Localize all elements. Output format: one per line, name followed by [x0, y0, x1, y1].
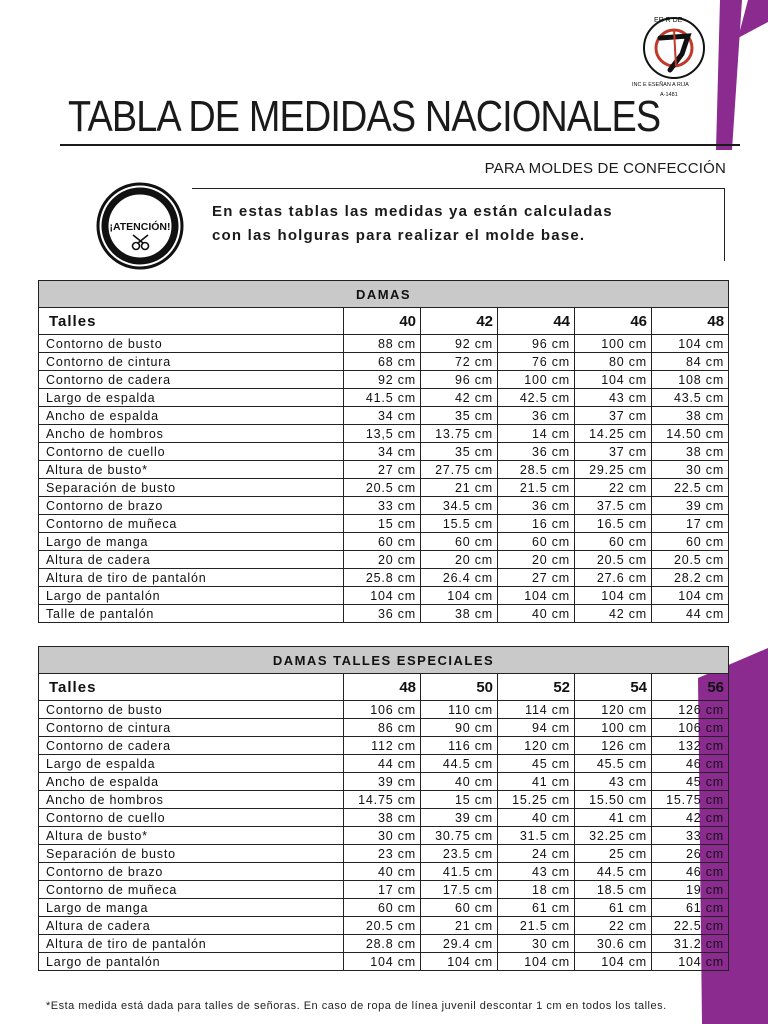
measurements-table-talles-especiales [38, 646, 729, 971]
measurement-value: 100 cm [498, 371, 575, 389]
measurement-label: Contorno de busto [39, 701, 344, 719]
measurement-value: 42 cm [652, 809, 729, 827]
attention-badge [90, 180, 196, 272]
table-row [39, 953, 729, 971]
measurement-value: 35 cm [421, 443, 498, 461]
measurement-value: 41.5 cm [344, 389, 421, 407]
measurement-label: Contorno de muñeca [39, 515, 344, 533]
table-section-header-row [39, 281, 729, 308]
size-header-label: Talles [39, 308, 344, 335]
measurement-value: 126 cm [575, 737, 652, 755]
measurement-value: 29.4 cm [421, 935, 498, 953]
measurement-value: 29.25 cm [575, 461, 652, 479]
measurement-value: 106 cm [344, 701, 421, 719]
logo-top-text: ER R DE [654, 17, 683, 24]
table-row [39, 605, 729, 623]
measurement-value: 106 cm [652, 719, 729, 737]
measurement-value: 43.5 cm [652, 389, 729, 407]
measurement-value: 108 cm [652, 371, 729, 389]
table-row [39, 461, 729, 479]
size-header-cell: 54 [575, 674, 652, 701]
measurement-value: 104 cm [652, 587, 729, 605]
measurement-value: 104 cm [498, 587, 575, 605]
measurement-value: 32.25 cm [575, 827, 652, 845]
measurement-value: 38 cm [652, 443, 729, 461]
measurement-value: 45 cm [498, 755, 575, 773]
measurement-label: Contorno de cadera [39, 371, 344, 389]
measurement-value: 114 cm [498, 701, 575, 719]
measurement-value: 30 cm [498, 935, 575, 953]
table-row [39, 371, 729, 389]
measurement-value: 44.5 cm [575, 863, 652, 881]
measurement-label: Ancho de espalda [39, 407, 344, 425]
measurement-label: Contorno de cuello [39, 443, 344, 461]
measurement-value: 15 cm [421, 791, 498, 809]
measurement-value: 20.5 cm [652, 551, 729, 569]
table-row [39, 569, 729, 587]
measurement-value: 27.6 cm [575, 569, 652, 587]
measurement-value: 34 cm [344, 443, 421, 461]
measurement-value: 22 cm [575, 917, 652, 935]
measurements-table-damas [38, 280, 729, 623]
measurement-value: 104 cm [421, 953, 498, 971]
measurement-value: 15.50 cm [575, 791, 652, 809]
measurement-value: 14.50 cm [652, 425, 729, 443]
measurement-value: 110 cm [421, 701, 498, 719]
table-section-title: DAMAS [39, 281, 729, 308]
measurement-value: 90 cm [421, 719, 498, 737]
measurement-value: 84 cm [652, 353, 729, 371]
measurement-value: 30 cm [652, 461, 729, 479]
measurement-value: 104 cm [575, 371, 652, 389]
measurement-value: 96 cm [498, 335, 575, 353]
table-row [39, 335, 729, 353]
measurement-value: 42 cm [421, 389, 498, 407]
measurement-label: Largo de manga [39, 899, 344, 917]
measurement-value: 17 cm [652, 515, 729, 533]
measurement-value: 37 cm [575, 443, 652, 461]
measurement-value: 96 cm [421, 371, 498, 389]
measurement-value: 28.2 cm [652, 569, 729, 587]
table-row [39, 845, 729, 863]
measurement-value: 35 cm [421, 407, 498, 425]
measurement-value: 43 cm [498, 863, 575, 881]
measurement-value: 15.75 cm [652, 791, 729, 809]
table-row [39, 551, 729, 569]
measurement-value: 46 cm [652, 863, 729, 881]
measurement-value: 104 cm [498, 953, 575, 971]
measurement-value: 23 cm [344, 845, 421, 863]
measurement-value: 36 cm [498, 497, 575, 515]
measurement-label: Largo de pantalón [39, 587, 344, 605]
measurement-value: 36 cm [344, 605, 421, 623]
measurement-value: 61 cm [575, 899, 652, 917]
measurement-label: Altura de busto* [39, 461, 344, 479]
measurement-label: Contorno de brazo [39, 497, 344, 515]
measurement-value: 37 cm [575, 407, 652, 425]
measurement-value: 41 cm [498, 773, 575, 791]
measurement-value: 31.5 cm [498, 827, 575, 845]
measurement-value: 44 cm [652, 605, 729, 623]
measurement-value: 104 cm [421, 587, 498, 605]
measurement-value: 94 cm [498, 719, 575, 737]
measurement-value: 61 cm [498, 899, 575, 917]
measurement-value: 45.5 cm [575, 755, 652, 773]
measurement-value: 39 cm [344, 773, 421, 791]
measurement-label: Altura de tiro de pantalón [39, 569, 344, 587]
table-row [39, 755, 729, 773]
measurement-value: 13.75 cm [421, 425, 498, 443]
measurement-value: 132 cm [652, 737, 729, 755]
size-header-cell: 42 [421, 308, 498, 335]
measurement-label: Contorno de busto [39, 335, 344, 353]
measurement-value: 104 cm [575, 953, 652, 971]
table-row [39, 533, 729, 551]
measurement-value: 100 cm [575, 335, 652, 353]
measurement-value: 18.5 cm [575, 881, 652, 899]
measurement-value: 41.5 cm [421, 863, 498, 881]
measurement-value: 86 cm [344, 719, 421, 737]
measurement-value: 92 cm [421, 335, 498, 353]
title-divider [60, 144, 740, 146]
brand-logo [630, 8, 726, 100]
measurement-value: 19 cm [652, 881, 729, 899]
table-row [39, 425, 729, 443]
size-header-cell: 48 [344, 674, 421, 701]
table-row [39, 917, 729, 935]
measurement-value: 60 cm [498, 533, 575, 551]
measurement-value: 112 cm [344, 737, 421, 755]
measurement-value: 21.5 cm [498, 479, 575, 497]
measurement-value: 21.5 cm [498, 917, 575, 935]
measurement-value: 13,5 cm [344, 425, 421, 443]
measurement-value: 40 cm [498, 809, 575, 827]
measurement-label: Altura de busto* [39, 827, 344, 845]
logo-code-text: A-1481 [660, 92, 678, 98]
page-subtitle: PARA MOLDES DE CONFECCIÓN [484, 160, 726, 177]
measurement-label: Contorno de brazo [39, 863, 344, 881]
measurement-value: 44 cm [344, 755, 421, 773]
measurement-label: Ancho de espalda [39, 773, 344, 791]
measurement-value: 38 cm [652, 407, 729, 425]
measurement-value: 46 cm [652, 755, 729, 773]
measurement-value: 41 cm [575, 809, 652, 827]
measurement-label: Largo de espalda [39, 389, 344, 407]
measurement-value: 21 cm [421, 917, 498, 935]
measurement-value: 40 cm [421, 773, 498, 791]
footnote: *Esta medida está dada para talles de señoras. En caso de ropa de línea juvenil descontar 1 cm en todos los talles. [46, 1000, 667, 1012]
measurement-value: 88 cm [344, 335, 421, 353]
measurement-value: 30 cm [344, 827, 421, 845]
measurement-label: Largo de pantalón [39, 953, 344, 971]
measurement-value: 39 cm [652, 497, 729, 515]
size-header-cell: 44 [498, 308, 575, 335]
table-section-title: DAMAS TALLES ESPECIALES [39, 647, 729, 674]
size-header-cell: 52 [498, 674, 575, 701]
measurement-value: 42 cm [575, 605, 652, 623]
size-header-cell: 48 [652, 308, 729, 335]
table-size-header-row [39, 308, 729, 335]
measurement-value: 92 cm [344, 371, 421, 389]
measurement-value: 16.5 cm [575, 515, 652, 533]
table-row [39, 899, 729, 917]
measurement-value: 14.25 cm [575, 425, 652, 443]
measurement-label: Contorno de cadera [39, 737, 344, 755]
measurement-label: Altura de tiro de pantalón [39, 935, 344, 953]
table-size-header-row [39, 674, 729, 701]
size-header-cell: 40 [344, 308, 421, 335]
measurement-value: 18 cm [498, 881, 575, 899]
measurement-value: 23.5 cm [421, 845, 498, 863]
attention-line-1: En estas tablas las medidas ya están calculadas [212, 203, 613, 220]
measurement-value: 22.5 cm [652, 917, 729, 935]
table-row [39, 701, 729, 719]
measurement-value: 120 cm [498, 737, 575, 755]
table-row [39, 809, 729, 827]
measurement-value: 60 cm [652, 533, 729, 551]
measurement-label: Largo de manga [39, 533, 344, 551]
measurement-value: 27.75 cm [421, 461, 498, 479]
measurement-value: 14 cm [498, 425, 575, 443]
measurement-value: 80 cm [575, 353, 652, 371]
measurement-value: 60 cm [421, 533, 498, 551]
measurement-value: 37.5 cm [575, 497, 652, 515]
measurement-value: 31.2 cm [652, 935, 729, 953]
measurement-value: 27 cm [498, 569, 575, 587]
measurement-label: Separación de busto [39, 845, 344, 863]
table-row [39, 497, 729, 515]
table-row [39, 881, 729, 899]
measurement-value: 42.5 cm [498, 389, 575, 407]
measurement-value: 20.5 cm [344, 479, 421, 497]
measurement-value: 44.5 cm [421, 755, 498, 773]
measurement-value: 61 cm [652, 899, 729, 917]
measurement-label: Contorno de cintura [39, 719, 344, 737]
measurement-label: Ancho de hombros [39, 425, 344, 443]
measurement-label: Separación de busto [39, 479, 344, 497]
measurement-value: 39 cm [421, 809, 498, 827]
measurement-value: 21 cm [421, 479, 498, 497]
page-title: TABLA DE MEDIDAS NACIONALES [68, 92, 661, 141]
measurement-label: Largo de espalda [39, 755, 344, 773]
logo-bottom-text: INC E ESEÑAN A RIJA [632, 82, 689, 88]
measurement-value: 15 cm [344, 515, 421, 533]
measurement-value: 104 cm [652, 335, 729, 353]
measurement-value: 36 cm [498, 443, 575, 461]
measurement-value: 30.6 cm [575, 935, 652, 953]
measurement-value: 27 cm [344, 461, 421, 479]
table-row [39, 407, 729, 425]
measurement-value: 33 cm [344, 497, 421, 515]
measurement-value: 16 cm [498, 515, 575, 533]
measurement-value: 15.5 cm [421, 515, 498, 533]
measurement-value: 20 cm [344, 551, 421, 569]
measurement-value: 72 cm [421, 353, 498, 371]
measurement-value: 104 cm [344, 587, 421, 605]
measurement-value: 34 cm [344, 407, 421, 425]
measurement-value: 22 cm [575, 479, 652, 497]
measurement-value: 45 cm [652, 773, 729, 791]
table-row [39, 443, 729, 461]
measurement-label: Talle de pantalón [39, 605, 344, 623]
size-header-cell: 50 [421, 674, 498, 701]
table-row [39, 479, 729, 497]
measurement-value: 25 cm [575, 845, 652, 863]
measurement-value: 40 cm [344, 863, 421, 881]
table-row [39, 827, 729, 845]
measurement-value: 60 cm [344, 533, 421, 551]
table-row [39, 389, 729, 407]
measurement-value: 20.5 cm [575, 551, 652, 569]
measurement-value: 17 cm [344, 881, 421, 899]
measurement-value: 28.5 cm [498, 461, 575, 479]
attention-message [212, 200, 712, 248]
measurement-value: 68 cm [344, 353, 421, 371]
table-row [39, 515, 729, 533]
measurement-value: 60 cm [575, 533, 652, 551]
measurement-value: 43 cm [575, 389, 652, 407]
table-row [39, 863, 729, 881]
table-row [39, 353, 729, 371]
measurement-value: 20.5 cm [344, 917, 421, 935]
measurement-value: 60 cm [344, 899, 421, 917]
measurement-value: 33 cm [652, 827, 729, 845]
measurement-value: 126 cm [652, 701, 729, 719]
measurement-value: 15.25 cm [498, 791, 575, 809]
table-row [39, 773, 729, 791]
measurement-value: 116 cm [421, 737, 498, 755]
measurement-value: 28.8 cm [344, 935, 421, 953]
measurement-label: Contorno de cintura [39, 353, 344, 371]
measurement-value: 38 cm [344, 809, 421, 827]
table-section-header-row [39, 647, 729, 674]
measurement-value: 36 cm [498, 407, 575, 425]
measurement-value: 25.8 cm [344, 569, 421, 587]
measurement-value: 38 cm [421, 605, 498, 623]
measurement-value: 100 cm [575, 719, 652, 737]
measurement-value: 40 cm [498, 605, 575, 623]
measurement-label: Altura de cadera [39, 917, 344, 935]
size-header-label: Talles [39, 674, 344, 701]
measurement-value: 120 cm [575, 701, 652, 719]
measurement-value: 24 cm [498, 845, 575, 863]
measurement-value: 30.75 cm [421, 827, 498, 845]
attention-badge-label: ¡ATENCIÓN! [109, 221, 171, 233]
table-row [39, 935, 729, 953]
measurement-value: 26 cm [652, 845, 729, 863]
measurement-value: 17.5 cm [421, 881, 498, 899]
attention-line-2: con las holguras para realizar el molde base. [212, 227, 586, 244]
measurement-label: Contorno de muñeca [39, 881, 344, 899]
measurement-value: 104 cm [344, 953, 421, 971]
measurement-value: 22.5 cm [652, 479, 729, 497]
measurement-value: 26.4 cm [421, 569, 498, 587]
measurement-value: 60 cm [421, 899, 498, 917]
measurement-label: Ancho de hombros [39, 791, 344, 809]
table-row [39, 791, 729, 809]
size-header-cell: 56 [652, 674, 729, 701]
table-row [39, 719, 729, 737]
measurement-value: 76 cm [498, 353, 575, 371]
measurement-value: 20 cm [421, 551, 498, 569]
measurement-value: 104 cm [575, 587, 652, 605]
measurement-value: 14.75 cm [344, 791, 421, 809]
table-row [39, 587, 729, 605]
table-row [39, 737, 729, 755]
measurement-value: 20 cm [498, 551, 575, 569]
measurement-label: Altura de cadera [39, 551, 344, 569]
measurement-value: 43 cm [575, 773, 652, 791]
measurement-value: 34.5 cm [421, 497, 498, 515]
size-header-cell: 46 [575, 308, 652, 335]
measurement-label: Contorno de cuello [39, 809, 344, 827]
measurement-value: 104 cm [652, 953, 729, 971]
